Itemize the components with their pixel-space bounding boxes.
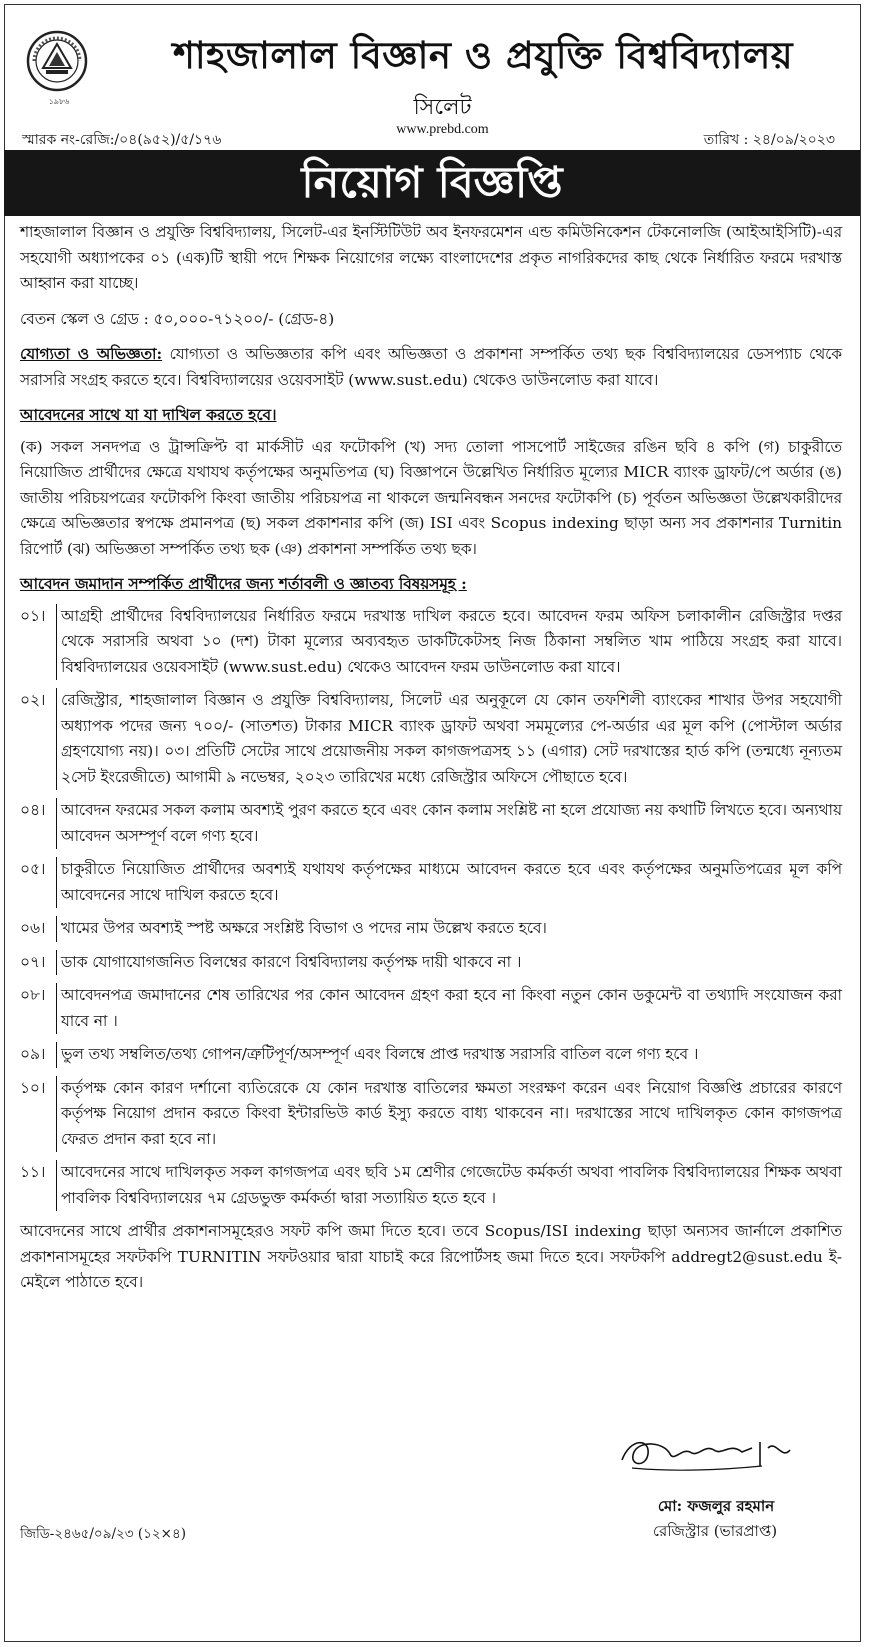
qualification-text: যোগ্যতা ও অভিজ্ঞতার কপি এবং অভিজ্ঞতা ও প্রকাশনা সম্পর্কিত তথ্য ছক বিশ্ববিদ্যালয়ের ডেসপ্যাচ থেকে সরাসরি সংগ্রহ করতে হবে। বিশ্ববিদ্যালয়ের ওয়েবসাইট (www.sust.edu) থেকেও ডাউনলোড করা যাবে।: [20, 345, 843, 389]
condition-text: আগ্রহী প্রার্থীদের বিশ্ববিদ্যালয়ের নির্ধারিত ফরমে দরখাস্ত দাখিল করতে হবে। আবেদন ফরম অফিস চলাকালীন রেজিস্ট্রার দপ্তর থেকে সরাসরি অথবা ১০ (দশ) টাকা মূল্যের অব্যবহৃত ডাকটিকেটসহ নিজ ঠিকানা সম্বলিত খাম পাঠিয়ে সংগ্রহ করা যাবে। বিশ্ববিদ্যালয়ের ওয়েবসাইট (www.sust.edu) থেকেও আবেদন ফরম ডাউনলোড করা যাবে।: [61, 606, 842, 676]
condition-item: [20, 983, 842, 1034]
condition-text: খামের উপর অবশ্যই স্পষ্ট অক্ষরে সংশ্লিষ্ট বিভাগ ও পদের নাম উল্লেখ করতে হবে।: [61, 919, 547, 937]
seal-caption: ১৯৮৬: [48, 97, 70, 106]
condition-text: কর্তৃপক্ষ কোন কারণ দর্শানো ব্যতিরেকে যে কোন দরখাস্ত বাতিলের ক্ষমতা সংরক্ষণ করেন এবং নিয়োগ বিজ্ঞপ্তি প্রচারের কারণে কর্তৃপক্ষ নিয়োগ প্রদান করতে কিংবা ইন্টারভিউ কার্ড ইস্যু করতে বাধ্য থাকবেন না। দরখাস্তের সাথে দাখিলকৃত কোন কাগজপত্র ফেরত প্রদান করা হবে না।: [61, 1078, 842, 1148]
condition-number: ১১।: [20, 1160, 57, 1211]
conditions-heading: আবেদন জমাদান সম্পর্কিত প্রার্থীদের জন্য শর্তাবলী ও জ্ঞাতব্য বিষয়সমূহ :: [20, 575, 467, 593]
watermark-site: www.prebd.com: [396, 122, 489, 137]
condition-item: [20, 916, 842, 942]
intro-paragraph: শাহজালাল বিজ্ঞান ও প্রযুক্তি বিশ্ববিদ্যালয়, সিলেট-এর ইনস্টিটিউট অব ইনফরমেশন এন্ড কমিউনিকেশন টেকনোলজি (আইআইসিটি)-এর সহযোগী অধ্যাপকের ০১ (এক)টি স্থায়ী পদে শিক্ষক নিয়োগের লক্ষ্যে বাংলাদেশের প্রকৃত নাগরিকদের কাছ থেকে নির্ধারিত ফরমে দরখাস্ত আহ্বান করা যাচ্ছে।: [20, 223, 842, 292]
signature-scribble: [612, 1430, 802, 1478]
condition-number: ০৫।: [20, 857, 57, 908]
notice-date: তারিখ : ২৪/০৯/২০২৩: [703, 132, 835, 148]
signatory-title: রেজিস্ট্রার (ভারপ্রাপ্ত): [652, 1522, 778, 1540]
condition-text: আবেদন ফরমের সকল কলাম অবশ্যই পুরণ করতে হবে এবং কোন কলাম সংশ্লিষ্ট না হলে প্রযোজ্য নয় কথাটি লিখতে হবে। অন্যথায় আবেদন অসম্পূর্ণ বলে গণ্য হবে।: [61, 801, 842, 845]
qualification-paragraph: [20, 342, 842, 393]
condition-text: ভুল তথ্য সম্বলিত/তথ্য গোপন/ত্রুটিপূর্ণ/অসম্পূর্ণ এবং বিলম্বে প্রাপ্ত দরখাস্ত সরাসরি বাতিল বলে গণ্য হবে ।: [61, 1045, 699, 1063]
condition-number: ০৮।: [20, 983, 57, 1034]
condition-item: [20, 604, 842, 681]
memo-number: স্মারক নং-রেজি:/০৪(৯৫২)/৫/১৭৬: [22, 132, 222, 148]
condition-item: [20, 1042, 842, 1068]
condition-item: [20, 688, 842, 790]
qualification-label: যোগ্যতা ও অভিজ্ঞতা:: [20, 345, 163, 363]
condition-item: [20, 950, 842, 976]
attachments-list: (ক) সকল সনদপত্র ও ট্রান্সক্রিপ্ট বা মার্কসীট এর ফটোকপি (খ) সদ্য তোলা পাসপোর্ট সাইজের রঙিন ছবি ৪ কপি (গ) চাকুরীতে নিয়োজিত প্রার্থীদের ক্ষেত্রে যথাযথ কর্তৃপক্ষের অনুমতিপত্র (ঘ) বিজ্ঞাপনে উল্লেখিত নির্ধারিত মূল্যের MICR ব্যাংক ড্রাফট/পে অর্ডার (ঙ) জাতীয় পরিচয়পত্রের ফটোকপি কিংবা জাতীয় পরিচয়পত্র না থাকলে জন্মনিবন্ধন সনদের ফটোকপি (চ) পূর্বতন অভিজ্ঞতা উল্লেখকারীদের ক্ষেত্রে অভিজ্ঞতার স্বপক্ষে প্রমানপত্র (ছ) সকল প্রকাশনার কপি (জ) ISI এবং Scopus indexing ছাড়া অন্য সব প্রকাশনার Turnitin রিপোর্ট (ঝ) অভিজ্ঞতা সম্পর্কিত তথ্য ছক (ঞ) প্রকাশনা সম্পর্কিত তথ্য ছক।: [20, 437, 842, 558]
pay-scale: বেতন স্কেল ও গ্রেড : ৫০,০০০-৭১২০০/- (গ্রেড-৪): [20, 309, 335, 328]
notice-title-banner: নিয়োগ বিজ্ঞপ্তি: [4, 150, 860, 216]
condition-text: আবেদনপত্র জমাদানের শেষ তারিখের পর কোন আবেদন গ্রহণ করা হবে না কিংবা নতুন কোন ডকুমেন্ট বা তথ্যাদি সংযোজন করা যাবে না ।: [61, 986, 842, 1030]
conditions-list: [20, 604, 842, 1212]
attachments-heading: আবেদনের সাথে যা যা দাখিল করতে হবে।: [20, 406, 277, 424]
condition-item: [20, 857, 842, 908]
condition-number: ০২।: [20, 688, 57, 790]
condition-number: ০১।: [20, 604, 57, 681]
signatory-name: মো: ফজলুর রহমান: [657, 1497, 775, 1515]
condition-text: ডাক যোগাযোগজনিত বিলম্বের কারণে বিশ্ববিদ্যালয় কর্তৃপক্ষ দায়ী থাকবে না ।: [61, 952, 522, 971]
condition-number: ০৪।: [20, 798, 57, 849]
condition-text: চাকুরীতে নিয়োজিত প্রার্থীদের অবশ্যই যথাযথ কর্তৃপক্ষের মাধ্যমে আবেদন করতে হবে এবং কর্তৃপক্ষের অনুমতিপত্রের মূল কপি আবেদনের সাথে দাখিল করতে হবে।: [61, 860, 842, 904]
condition-number: ১০।: [20, 1076, 57, 1153]
condition-number: ০৯।: [20, 1042, 57, 1068]
condition-number: ০৭।: [20, 950, 57, 976]
gc-number: জিডি-২৪৬৫/০৯/২৩ (১২×৪): [20, 1526, 186, 1542]
condition-text: রেজিস্ট্রার, শাহজালাল বিজ্ঞান ও প্রযুক্তি বিশ্ববিদ্যালয়, সিলেট এর অনুকূলে যে কোন তফশিলী ব্যাংকের শাখার উপর সহযোগী অধ্যাপক পদের জন্য ৭০০/- (সাতশত) টাকার MICR ব্যাংক ড্রাফট অথবা সমমূল্যের পে-অর্ডার এর মূল কপি (পোস্টাল অর্ডার গ্রহণযোগ্য নয়)। ০৩। প্রতিটি সেটের সাথে প্রয়োজনীয় সকল কাগজপত্রসহ ১১ (এগার) সেট দরখাস্তের হার্ড কপি (তন্মধ্যে নূন্যতম ২সেট ইংরেজীতে) আগামী ৯ নভেম্বর, ২০২৩ তারিখের মধ্যে রেজিস্ট্রার অফিসে পৌছাতে হবে।: [61, 691, 842, 786]
university-seal-icon: [26, 30, 88, 92]
condition-item: [20, 1076, 842, 1153]
notice-body: [20, 220, 842, 1296]
condition-text: আবেদনের সাথে দাখিলকৃত সকল কাগজপত্র এবং ছবি ১ম শ্রেণীর গেজেটেড কর্মকর্তা অথবা পাবলিক বিশ্ববিদ্যালয়ের শিক্ষক অথবা পাবলিক বিশ্ববিদ্যালয়ের ৭ম গ্রেডভুক্ত কর্মকর্তা দ্বারা সত্যায়িত হতে হবে ।: [61, 1163, 842, 1207]
condition-number: ০৬।: [20, 916, 57, 942]
condition-item: [20, 798, 842, 849]
university-city: সিলেট: [413, 95, 472, 120]
condition-item: [20, 1160, 842, 1211]
university-name: শাহজালাল বিজ্ঞান ও প্রযুক্তি বিশ্ববিদ্যালয়: [172, 34, 794, 77]
closing-paragraph: আবেদনের সাথে প্রার্থীর প্রকাশনাসমূহেরও সফট কপি জমা দিতে হবে। তবে Scopus/ISI indexing ছাড়া অন্যসব জার্নালে প্রকাশিত প্রকাশনাসমূহের সফটকপি TURNITIN সফটওয়ার দ্বারা যাচাই করে রিপোর্টসহ জমা দিতে হবে। সফটকপি addregt2@sust.edu ই-মেইলে পাঠাতে হবে।: [20, 1222, 842, 1291]
